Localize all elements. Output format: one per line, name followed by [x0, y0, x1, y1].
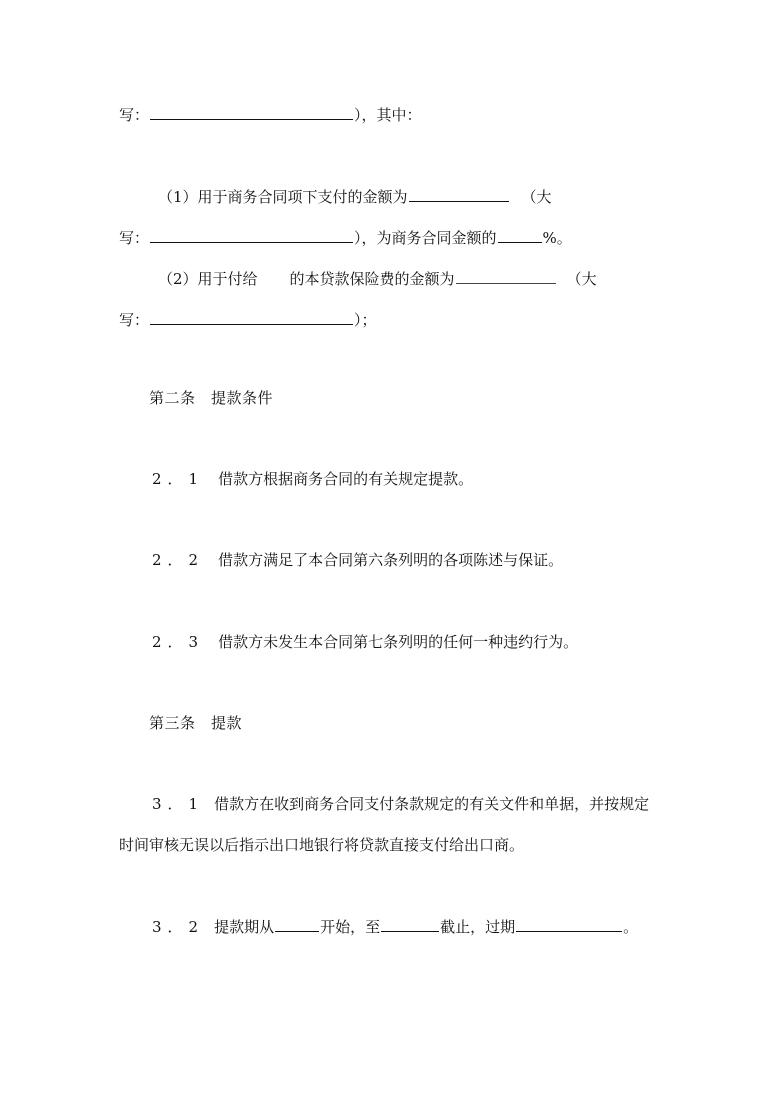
label-text: 开始，至	[320, 918, 381, 936]
clause-text: 借款方根据商务合同的有关规定提款。	[218, 470, 474, 488]
commercial-contract-amount-line	[158, 186, 552, 207]
label-text: 写：	[119, 106, 150, 124]
insurance-fee-line	[158, 268, 597, 289]
commercial-amount-field[interactable]	[409, 186, 509, 202]
percentage-field[interactable]	[498, 227, 542, 243]
amount-in-words-field[interactable]	[150, 104, 353, 120]
amount-in-words-field[interactable]	[150, 227, 353, 243]
label-text: ），其中：	[354, 106, 422, 124]
amount-words-line-1	[119, 104, 422, 125]
clause-text: 借款方在收到商务合同支付条款规定的有关文件和单据，并按规定	[214, 795, 650, 813]
label-text: 写：	[119, 311, 150, 329]
label-text: 截止，过期	[440, 918, 516, 936]
amount-words-line-3	[119, 309, 377, 330]
label-text: ），为商务合同金额的	[354, 229, 497, 247]
label-text: %。	[542, 229, 572, 247]
label-text: （大	[521, 188, 552, 206]
label-text: （1）用于商务合同项下支付的金额为	[158, 188, 408, 206]
clause-2-2	[152, 550, 563, 570]
label-text: ）；	[354, 311, 377, 329]
label-text: 。	[623, 918, 639, 936]
clause-number: 2．2	[152, 551, 205, 569]
label-text: 写：	[119, 229, 150, 247]
clause-2-1	[152, 469, 473, 489]
clause-text: 借款方满足了本合同第六条列明的各项陈述与保证。	[218, 551, 564, 569]
start-date-field[interactable]	[275, 916, 319, 932]
expiry-field[interactable]	[516, 916, 622, 932]
article-3-heading: 第三条 提款	[149, 714, 243, 732]
clause-number: 2．3	[152, 633, 205, 651]
end-date-field[interactable]	[381, 916, 439, 932]
article-2-heading: 第二条 提款条件	[149, 389, 274, 407]
clause-3-1-continuation: 时间审核无误以后指示出口地银行将贷款直接支付给出口商。	[119, 836, 525, 854]
clause-number: 3．2	[152, 918, 205, 936]
clause-number: 3．1	[152, 795, 205, 813]
clause-3-2	[152, 916, 638, 937]
clause-text: 借款方未发生本合同第七条列明的任何一种违约行为。	[218, 633, 579, 651]
label-text: 提款期从	[214, 918, 275, 936]
label-text: （2）用于付给	[158, 270, 258, 288]
clause-3-1	[152, 794, 649, 814]
amount-in-words-field[interactable]	[150, 309, 353, 325]
insurance-amount-field[interactable]	[456, 268, 556, 284]
label-text: （大	[566, 270, 597, 288]
label-text: 的本贷款保险费的金额为	[289, 270, 455, 288]
amount-words-line-2	[119, 227, 572, 248]
clause-number: 2．1	[152, 470, 205, 488]
clause-2-3	[152, 632, 578, 652]
